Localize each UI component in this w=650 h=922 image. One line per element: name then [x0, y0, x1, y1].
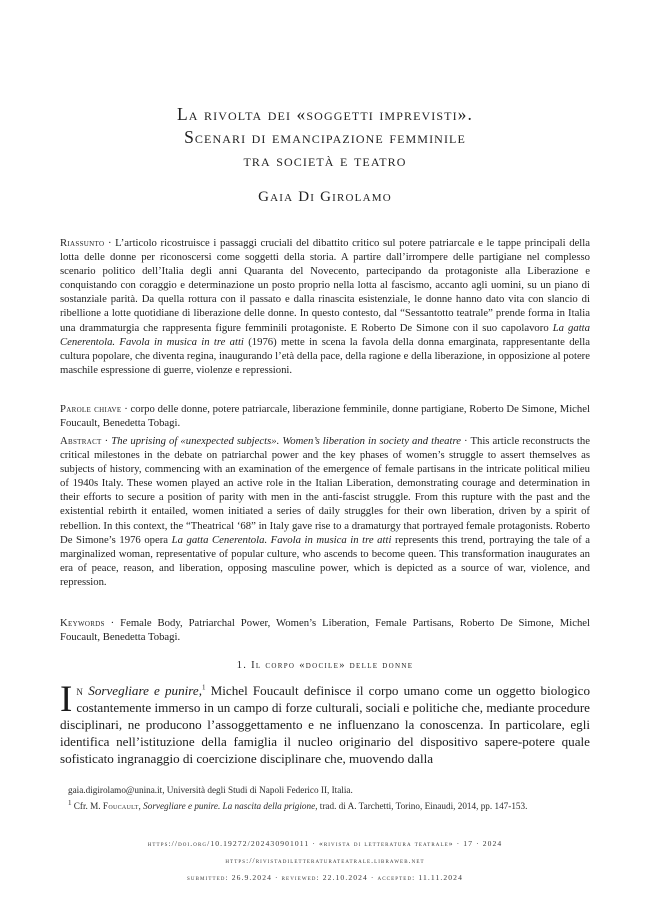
drop-cap: I [60, 679, 73, 720]
footnote-1-author: Foucault [102, 801, 139, 811]
footnote-ref-1[interactable]: 1 [201, 683, 206, 692]
footnote-1-number: 1 [68, 798, 72, 807]
riassunto-text-b: (1976) mette in scena la favola della donna emarginata, rappresentante della cultura popolare, che diventa regina, inaugurando l’età della pace, della ragione e della liberazione, in opposizione al potere maschile espressione di guerre, violenze e repressioni. [60, 335, 590, 376]
abstract-paragraph: Abstract · The uprising of «unexpected subjects». Women’s liberation in society and theatre · This article reconstructs the critical milestones in the debate on patriarchal power and the key phases of women’s struggle to assert themselves as subjects of history, commencing with an examination of the emergence of female partisans in the intricate political milieu of 1940s Italy. These women played an active role in the Italian Liberation, demonstrating courage and determination in their efforts to secure a position of parity with men in the anti-fascist struggle. From this rupture with the past and the existential rebirth it entailed, women initiated a series of daily struggles for their own liberation, driven by a spirit of rebellion. In this context, the “Theatrical ‘68” in Italy gave rise to a dramaturgy that portrayed female protagonists. Roberto De Simone’s 1976 opera La gatta Cenerentola. Favola in musica in tre atti represents this trend, portraying the tale of a marginalized woman, representative of popular culture, who ascends to become queen. This transformation inaugurates an era of peace, reason, and liberation, opposing masculine power, which is depicted as a source of war, violence, and repression. [60, 435, 590, 588]
riassunto-label: Riassunto [60, 237, 105, 249]
parole-chiave-paragraph: Parole chiave · corpo delle donne, potere patriarcale, liberazione femminile, donne partigiane, Roberto De Simone, Michel Foucault, Benedetta Tobagi. [60, 403, 590, 430]
footnote-1-text-b: , [138, 801, 144, 811]
footnote-1-text-c: , trad. di A. Tarchetti, Torino, Einaudi, 2014, pp. 147-153. [315, 801, 528, 811]
abstract-label: Abstract [60, 435, 102, 447]
footer-journal-url[interactable]: https://rivistadiletteraturateatrale.libraweb.net [225, 856, 425, 865]
body-text: Michel Foucault definisce il corpo umano come un oggetto biologico costantemente immerso in un campo di forze culturali, sociali e politiche che, mediante procedure disciplinari, ne producono l’assoggettamento e ne influenzano la conoscenza. In particolare, egli identifica nell’istituzione della famiglia il nucleo originario del dispositivo sapere-potere quale sofisticato ingranaggio di coercizione disciplinare che, muovendo dalla [60, 683, 590, 766]
abstract-text-b: represents this trend, portraying the tale of a marginalized woman, representative of popular culture, who ascends to become queen. This transformation inaugurates an era of peace, reason, and liberation, opposing masculine power, which is depicted as a source of war, violence, and repression. [60, 533, 590, 588]
title-line-3: tra società e teatro [243, 150, 407, 170]
author-affiliation: gaia.digirolamo@unina.it, Università degli Studi di Napoli Federico II, Italia. [68, 785, 353, 795]
abstract-italic-title: The uprising of «unexpected subjects». Women’s liberation in society and theatre [111, 435, 461, 447]
footer-doi-line[interactable]: https://doi.org/10.19272/202430901011 · «rivista di letteratura teatrale» · 17 · 2024 [147, 839, 503, 848]
parole-chiave-label: Parole chiave [60, 403, 122, 415]
riassunto-italic-title: La gatta Cenerentola. Favola in musica in tre atti [60, 321, 590, 348]
body-italic-title: Sorvegliare e punire, [88, 683, 202, 698]
footnote-1-text-a: Cfr. M. [73, 801, 103, 811]
title-line-1: La rivolta dei «soggetti imprevisti». [176, 104, 473, 124]
riassunto-text-a: L’articolo ricostruisce i passaggi cruciali del dibattito critico sul potere patriarcale e le tappe principali della lotta delle donne per riconoscersi come soggetti della storia. A partire dall’irrompere delle partigiane nel complesso scenario politico dell’Italia degli anni Quaranta del Novecento, partecipando da protagoniste alla Liberazione e conquistando con coraggio e determinazione un posto proprio nella lotta al fascismo, accanto agli uomini, su un piano di sostanziale parità. Da quella rottura con il passato e dalla rinascita esistenziale, le donne hanno dato vita con slancio di ribellione a lotte quotidiane di liberazione delle donne. In questo contesto, dal “Sessantotto teatrale” prende forma in Italia una drammaturgia che rappresenta figure femminili protagoniste. E Roberto De Simone con il suo capolavoro [60, 237, 590, 334]
abstract-text-a: This article reconstructs the critical milestones in the debate on patriarchal power and the key phases of women’s struggle to assert themselves as subjects of history, commencing with an examination of the emergence of female partisans in the intricate political milieu of 1940s Italy. These women played an active role in the Italian Liberation, demonstrating courage and determination in their efforts to secure a position of parity with men in the anti-fascist struggle. From this rupture with the past and the existential rebirth it entailed, women initiated a series of daily struggles for their own liberation, driven by a spirit of rebellion. In this context, the “Theatrical ‘68” in Italy gave rise to a dramaturgy that portrayed female protagonists. Roberto De Simone’s 1976 opera [60, 435, 590, 546]
body-paragraph [60, 679, 590, 767]
title-line-2: Scenari di emancipazione femminile [184, 127, 466, 147]
footnote-1-italic-title: Sorvegliare e punire. La nascita della prigione [143, 801, 316, 811]
keywords-label: Keywords [60, 617, 105, 629]
abstract-italic-work: La gatta Cenerentola. Favola in musica in tre atti [171, 533, 392, 546]
keywords-text: Female Body, Patriarchal Power, Women’s Liberation, Female Partisans, Roberto De Simone, Michel Foucault, Benedetta Tobagi. [60, 617, 590, 644]
riassunto-paragraph: Riassunto · L’articolo ricostruisce i passaggi cruciali del dibattito critico sul potere patriarcale e le tappe principali della lotta delle donne per riconoscersi come soggetti della storia. A partire dall’irrompere delle partigiane nel complesso scenario politico dell’Italia degli anni Quaranta del Novecento, partecipando da protagoniste alla Liberazione e conquistando con coraggio e determinazione un posto proprio nella lotta al fascismo, accanto agli uomini, su un piano di sostanziale parità. Da quella rottura con il passato e dalla rinascita esistenziale, le donne hanno dato vita con slancio di ribellione a lotte quotidiane di liberazione delle donne. In questo contesto, dal “Sessantotto teatrale” prende forma in Italia una drammaturgia che rappresenta figure femminili protagoniste. E Roberto De Simone con il suo capolavoro La gatta Cenerentola. Favola in musica in tre atti (1976) mette in scena la favola della donna emarginata, rappresentante della cultura popolare, che diventa regina, inaugurando l’età della pace, della ragione e della liberazione, in opposizione al potere maschile espressione di guerre, violenze e repressioni. [60, 237, 590, 376]
parole-chiave-text: corpo delle donne, potere patriarcale, liberazione femminile, donne partigiane, Roberto De Simone, Michel Foucault, Benedetta Tobagi. [60, 403, 590, 430]
footnote-1 [60, 800, 590, 813]
article-title [60, 103, 590, 172]
keywords-paragraph: Keywords · Female Body, Patriarchal Power, Women’s Liberation, Female Partisans, Roberto De Simone, Michel Foucault, Benedetta Tobagi. [60, 617, 590, 644]
body-lead: n [76, 683, 84, 698]
section-heading: 1. Il corpo «docile» delle donne [236, 660, 414, 671]
author-name: Gaia Di Girolamo [258, 189, 392, 205]
footer-dates: submitted: 26.9.2024 · reviewed: 22.10.2024 · accepted: 11.11.2024 [187, 873, 463, 882]
